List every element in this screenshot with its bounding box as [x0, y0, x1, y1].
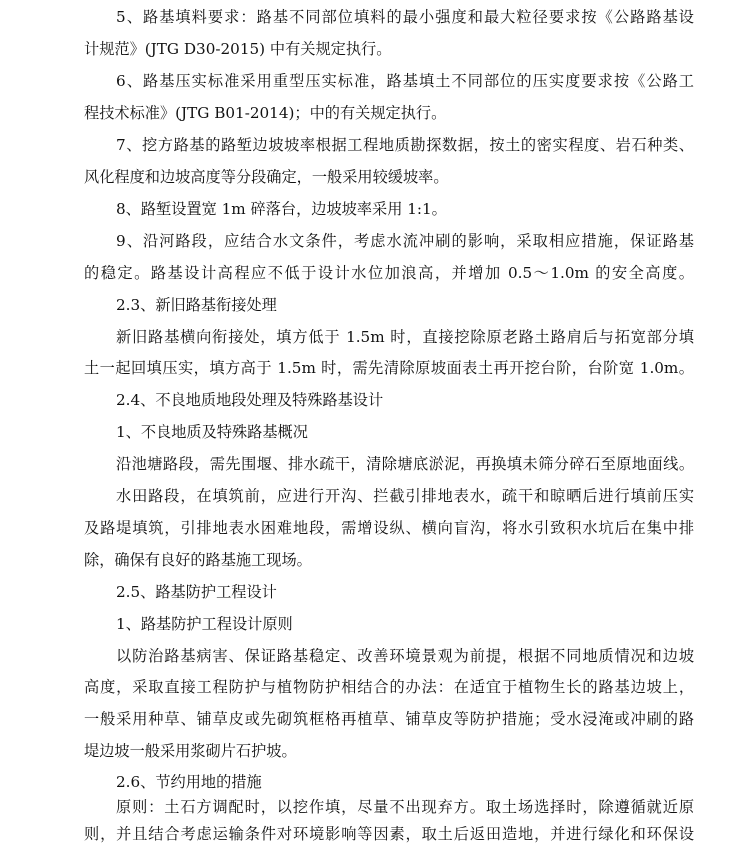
- paragraph-line: 计规范》(JTG D30-2015) 中有关规定执行。: [84, 40, 392, 58]
- paragraph-line: 9、沿河路段，应结合水文条件，考虑水流冲刷的影响，采取相应措施，保证路基: [116, 232, 694, 250]
- paragraph-line: 水田路段，在填筑前，应进行开沟、拦截引排地表水，疏干和晾晒后进行填前压实: [116, 487, 694, 505]
- paragraph-line: 6、路基压实标准采用重型压实标准，路基填土不同部位的压实度要求按《公路工: [116, 72, 694, 90]
- paragraph-line: 新旧路基横向衔接处，填方低于 1.5m 时，直接挖除原老路土路肩后与拓宽部分填: [116, 328, 694, 346]
- paragraph-line: 则，并且结合考虑运输条件对环境影响等因素，取土后返田造地，并进行绿化和环保设: [84, 825, 694, 843]
- paragraph-line: 风化程度和边坡高度等分段确定，一般采用较缓坡率。: [84, 168, 449, 186]
- paragraph-line: 高度，采取直接工程防护与植物防护相结合的办法：在适宜于植物生长的路基边坡上，: [84, 678, 694, 696]
- paragraph-line: 以防治路基病害、保证路基稳定、改善环境景观为前提，根据不同地质情况和边坡: [116, 647, 694, 665]
- paragraph-line: 7、挖方路基的路堑边坡坡率根据工程地质勘探数据，按土的密实程度、岩石种类、: [116, 136, 694, 154]
- paragraph-line: 程技术标准》(JTG B01-2014)；中的有关规定执行。: [84, 104, 447, 122]
- paragraph-line: 5、路基填料要求：路基不同部位填料的最小强度和最大粒径要求按《公路路基设: [116, 8, 694, 26]
- paragraph-line: 8、路堑设置宽 1m 碎落台，边坡坡率采用 1:1。: [116, 200, 447, 218]
- section-heading: 2.6、节约用地的措施: [116, 773, 262, 791]
- section-heading: 2.3、新旧路基衔接处理: [116, 296, 277, 314]
- paragraph-line: 及路堤填筑，引排地表水困难地段，需增设纵、横向盲沟，将水引致积水坑后在集中排: [84, 519, 694, 537]
- paragraph-line: 除，确保有良好的路基施工现场。: [84, 551, 312, 569]
- paragraph-line: 一般采用种草、铺草皮或先砌筑框格再植草、铺草皮等防护措施；受水浸淹或冲刷的路: [84, 710, 694, 728]
- subsection-heading: 1、不良地质及特殊路基概况: [116, 423, 308, 441]
- paragraph-line: 土一起回填压实，填方高于 1.5m 时，需先清除原坡面表土再开挖台阶，台阶宽 1.0m。: [84, 359, 694, 377]
- section-heading: 2.4、不良地质地段处理及特殊路基设计: [116, 391, 384, 409]
- section-heading: 2.5、路基防护工程设计: [116, 583, 277, 601]
- paragraph-line: 原则：土石方调配时，以挖作填，尽量不出现弃方。取土场选择时，除遵循就近原: [116, 798, 694, 816]
- subsection-heading: 1、路基防护工程设计原则: [116, 615, 293, 633]
- paragraph-line: 堤边坡一般采用浆砌片石护坡。: [84, 742, 297, 760]
- paragraph-line: 的稳定。路基设计高程应不低于设计水位加浪高，并增加 0.5～1.0m 的安全高度。: [84, 264, 694, 282]
- paragraph-line: 沿池塘路段，需先围堰、排水疏干，清除塘底淤泥，再换填未筛分碎石至原地面线。: [116, 455, 694, 473]
- document-page: [84, 0, 694, 851]
